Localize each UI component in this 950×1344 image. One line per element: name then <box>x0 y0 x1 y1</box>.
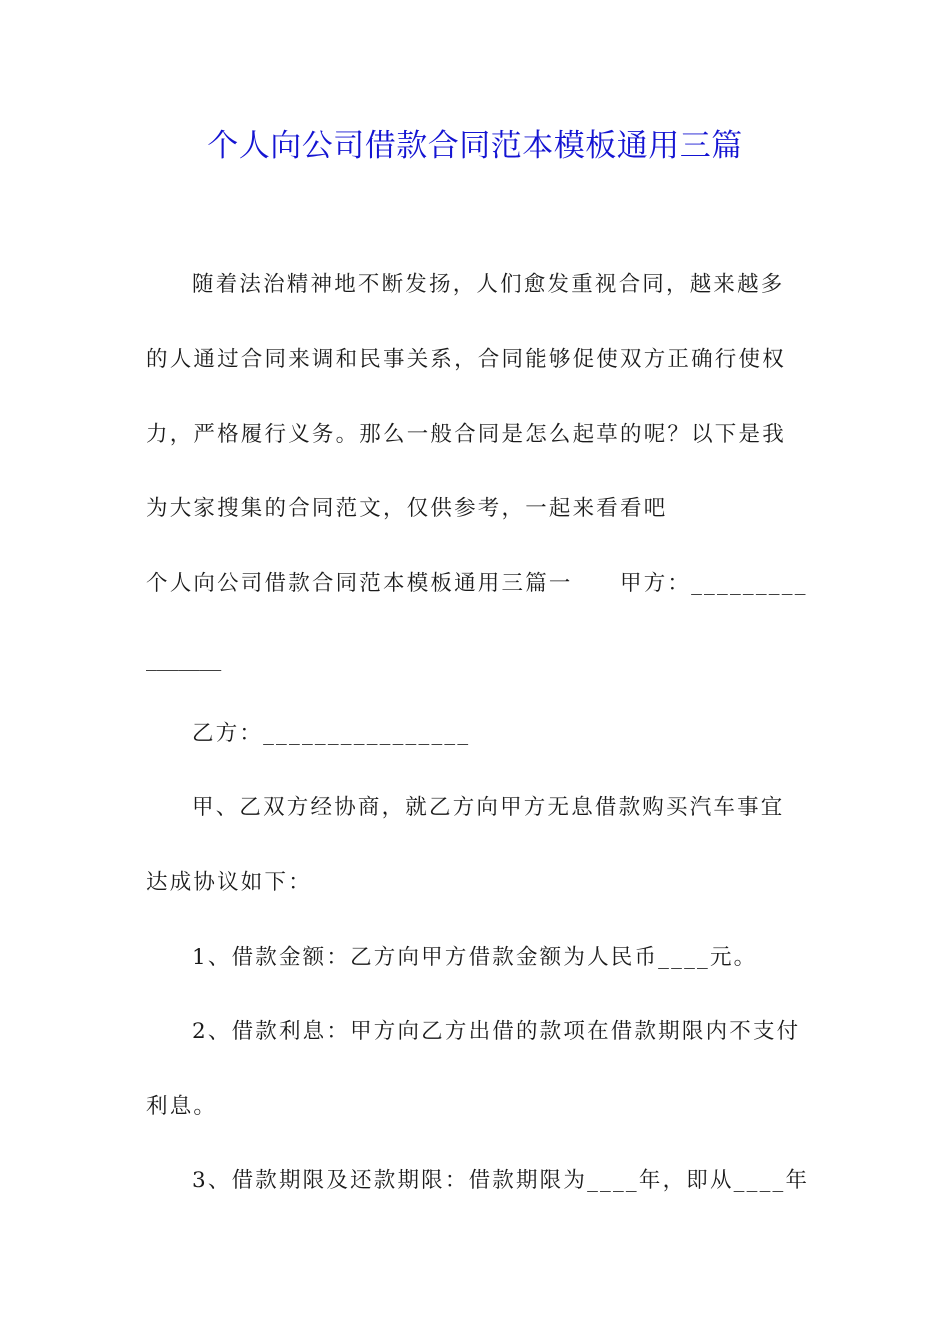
party-b-line: 乙方：________________ <box>192 721 471 746</box>
paragraph-intro-line-2: 的人通过合同来调和民事关系，合同能够促使双方正确行使权 <box>146 347 786 372</box>
clause-1-loan-amount: 1、借款金额：乙方向甲方借款金额为人民币____元。 <box>192 945 758 970</box>
document-title: 个人向公司借款合同范本模板通用三篇 <box>207 128 743 164</box>
contract-heading-party-a: 个人向公司借款合同范本模板通用三篇一 甲方：_________ <box>146 571 808 596</box>
agreement-intro-line-1: 甲、乙双方经协商，就乙方向甲方无息借款购买汽车事宜 <box>192 795 785 820</box>
agreement-intro-line-2: 达成协议如下： <box>146 870 312 895</box>
clause-2-interest-line-2: 利息。 <box>146 1094 218 1119</box>
paragraph-intro-line-3: 力，严格履行义务。那么一般合同是怎么起草的呢？以下是我 <box>146 422 786 447</box>
clause-2-interest-line-1: 2、借款利息：甲方向乙方出借的款项在借款期限内不支付 <box>192 1019 801 1044</box>
paragraph-intro-line-4: 为大家搜集的合同范文，仅供参考，一起来看看吧 <box>146 496 668 521</box>
party-a-blank-continued: _______ <box>146 647 222 672</box>
clause-3-term: 3、借款期限及还款期限：借款期限为____年，即从____年 <box>192 1168 810 1193</box>
paragraph-intro-line-1: 随着法治精神地不断发扬，人们愈发重视合同，越来越多 <box>192 272 785 297</box>
